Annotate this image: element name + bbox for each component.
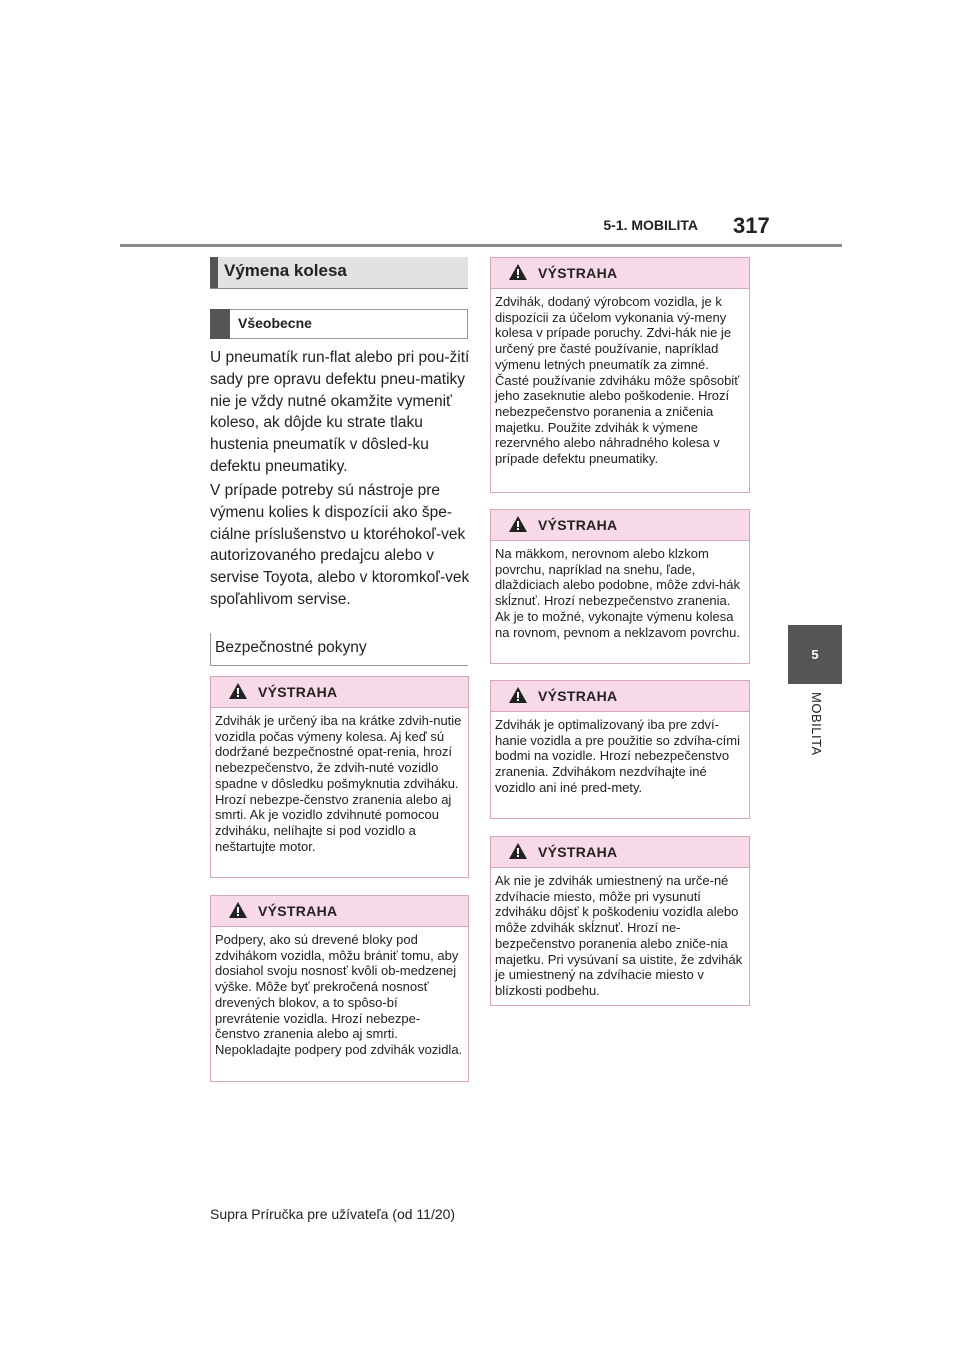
warning-triangle-icon bbox=[229, 902, 247, 918]
warning-label: VÝSTRAHA bbox=[258, 684, 338, 700]
warning-header bbox=[491, 510, 749, 541]
chapter-label-text: MOBILITA bbox=[809, 692, 824, 756]
warning-label: VÝSTRAHA bbox=[258, 903, 338, 919]
warning-text: Ak nie je zdvihák umiestnený na urče-né zdvíhacie miesto, môže pri vysunutí zdviháku dôjsť k poškodeniu vozidla alebo môže zdvihák skĺznuť. Hrozí ne-bezpečenstvo poranenia alebo zniče-nia majetku. Pri vysúvaní sa uistite, že zdvihák je umiestnený na zdvíhacie miesto v blízkosti podbehu. bbox=[495, 873, 743, 998]
warning-box bbox=[490, 509, 750, 664]
warning-label: VÝSTRAHA bbox=[538, 688, 618, 704]
warning-text: Zdvihák je optimalizovaný iba pre zdví-hanie vozidla a pre použitie so zdvíha-cími bodmi na vozidle. Hrozí nebezpečenstvo zranenia. Zdvihákom nezdvíhajte iné vozidlo ani iné pred-mety. bbox=[495, 717, 740, 795]
body-paragraph-2: V prípade potreby sú nástroje pre výmenu kolies k dispozícii ako špe-ciálne príslušenstvo u ktoréhokoľ-vek autorizovaného predajcu alebo v servise Toyota, alebo v ktoromkoľ-vek spoľahlivom servise. bbox=[210, 482, 470, 608]
warning-box bbox=[210, 676, 469, 878]
warning-triangle-icon bbox=[509, 516, 527, 532]
warning-triangle-icon bbox=[509, 687, 527, 703]
body-paragraph-1: U pneumatík run-flat alebo pri pou-žití sady pre opravu defektu pneu-matiky nie je vždy nutné okamžite vymeniť koleso, ak dôjde ku strate tlaku hustenia pneumatík v dôsled-ku defektu pneumatiky. bbox=[210, 349, 470, 475]
warning-text: Na mäkkom, nerovnom alebo klzkom povrchu, napríklad na snehu, ľade, dlaždiciach alebo podobne, môže zdvi-hák skĺznuť. Hrozí nebezpečenstvo zranenia. Ak je to možné, vykonajte výmenu kolesa na rovnom, pevnom a neklzavom povrchu. bbox=[495, 546, 740, 640]
warning-text: Podpery, ako sú drevené bloky pod zdvihákom vozidla, môžu brániť tomu, aby dosiahol svoju nosnosť kvôli ob-medzenej výške. Môže byť prekročená nosnosť drevených blokov, a to spôso-bí prevrátenie vozidla. Hrozí nebezpe-čenstvo zranenia alebo aj smrti. Nepokladajte podpery pod zdvihák vozidla. bbox=[215, 932, 463, 1057]
warning-label: VÝSTRAHA bbox=[538, 517, 618, 533]
warning-header bbox=[491, 258, 749, 289]
chapter-label bbox=[808, 692, 824, 772]
warning-text: Zdvihák je určený iba na krátke zdvih-nutie vozidla počas výmeny kolesa. Aj keď sú dodržané bezpečnostné opat-renia, hrozí nebezpečenstvo, že zdvih-nuté vozidlo spadne v dôsledku pošmyknutia zdviháku. Hrozí nebezpe-čenstvo zranenia alebo aj smrti. Ak je vozidlo zdvihnuté pomocou zdviháku, nelíhajte si pod vozidlo a neštartujte motor. bbox=[215, 713, 462, 854]
warning-box bbox=[490, 680, 750, 819]
page-number: 317 bbox=[733, 213, 770, 238]
warning-box bbox=[490, 836, 750, 1006]
page-footer: Supra Príručka pre užívateľa (od 11/20) bbox=[210, 1206, 456, 1222]
warning-triangle-icon bbox=[509, 843, 527, 859]
safety-heading bbox=[210, 633, 468, 666]
warning-text: Zdvihák, dodaný výrobcom vozidla, je k dispozícii za účelom vykonania vý-meny kolesa v prípade poruchy. Zdvi-hák nie je určený pre časté používanie, napríklad výmenu letných pneumatík za zimné. Časté používanie zdviháku môže spôsobiť jeho zaseknutie alebo poškodenie. Hrozí nebezpečenstvo poranenia a zničenia majetku. Použite zdvihák k výmene rezervného alebo náhradného kolesa v prípade defektu pneumatiky. bbox=[495, 294, 740, 467]
header-rule bbox=[120, 244, 842, 247]
warning-header bbox=[211, 677, 468, 708]
warning-box bbox=[210, 895, 469, 1082]
warning-triangle-icon bbox=[509, 264, 527, 280]
chapter-tab bbox=[788, 625, 842, 684]
subsection-title bbox=[210, 309, 468, 339]
warning-header bbox=[491, 837, 749, 868]
safety-heading-text: Bezpečnostné pokyny bbox=[215, 639, 367, 656]
warning-header bbox=[211, 896, 468, 927]
warning-label: VÝSTRAHA bbox=[538, 265, 618, 281]
warning-triangle-icon bbox=[229, 683, 247, 699]
section-header: 5-1. MOBILITA bbox=[603, 217, 698, 233]
section-title-text: Výmena kolesa bbox=[224, 261, 347, 280]
subsection-title-text: Všeobecne bbox=[238, 315, 312, 331]
chapter-number: 5 bbox=[811, 647, 819, 662]
warning-box bbox=[490, 257, 750, 493]
warning-header bbox=[491, 681, 749, 712]
warning-label: VÝSTRAHA bbox=[538, 844, 618, 860]
section-title bbox=[210, 257, 468, 289]
